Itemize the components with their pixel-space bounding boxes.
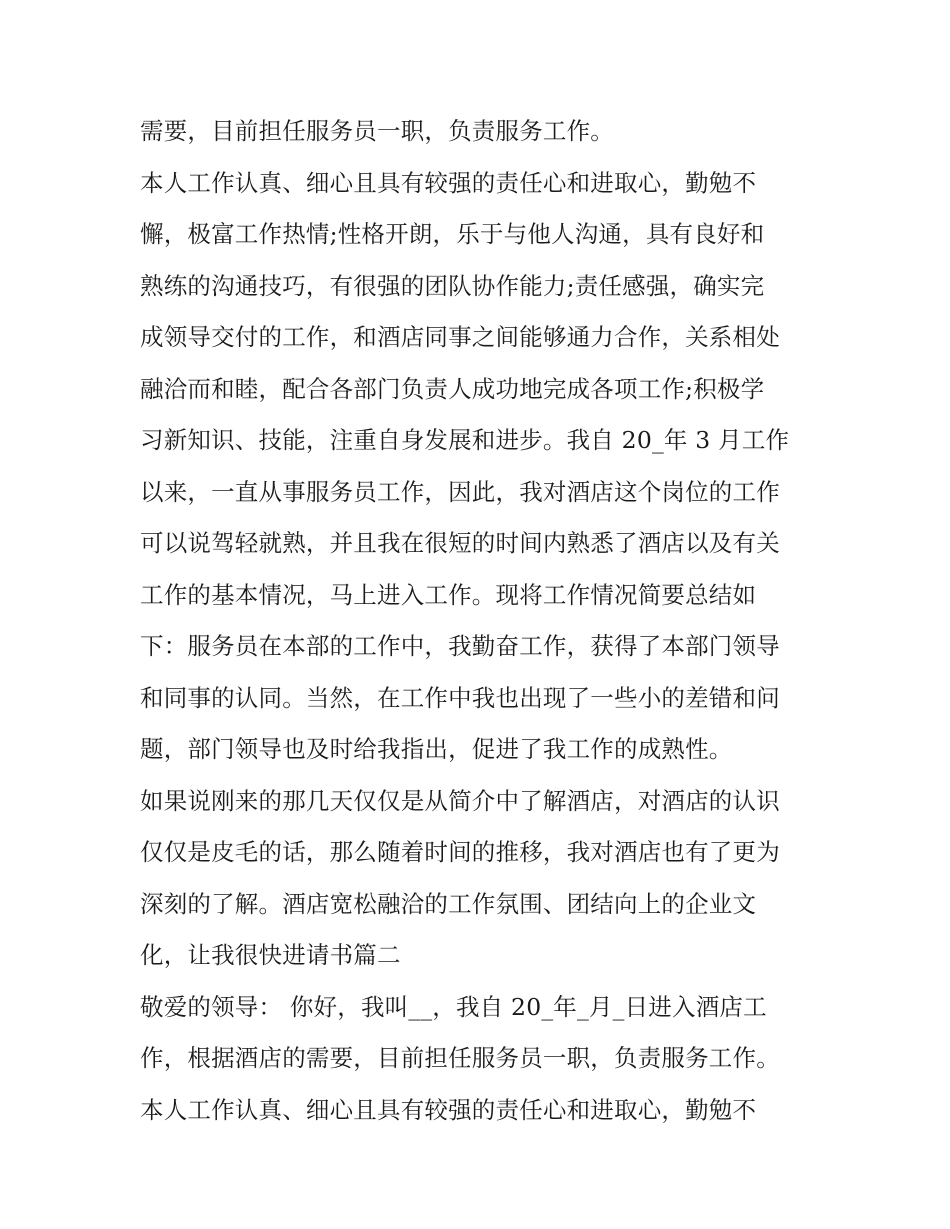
text-line: 下：服务员在本部的工作中，我勤奋工作，获得了本部门领导 xyxy=(140,632,780,660)
text-line: 需要，目前担任服务员一职，负责服务工作。 xyxy=(140,117,614,145)
text-line: 懈，极富工作热情;性格开朗，乐于与他人沟通，具有良好和 xyxy=(140,220,765,248)
text-line: 作，根据酒店的需要，目前担任服务员一职，负责服务工作。 xyxy=(140,1044,780,1072)
text-line: 化，让我很快进请书篇二 xyxy=(140,941,401,969)
text-line: 成领导交付的工作，和酒店同事之间能够通力合作，关系相处 xyxy=(140,323,780,351)
text-line: 以来，一直从事服务员工作，因此，我对酒店这个岗位的工作 xyxy=(140,477,780,506)
body-text xyxy=(140,106,830,1136)
text-line: 熟练的沟通技巧，有很强的团队协作能力;责任感强，确实完 xyxy=(140,271,765,300)
text-line: 和同事的认同。当然，在工作中我也出现了一些小的差错和问 xyxy=(140,683,780,712)
text-line: 工作的基本情况，马上进入工作。现将工作情况简要总结如 xyxy=(140,580,757,609)
text-line: 本人工作认真、细心且具有较强的责任心和进取心，勤勉不 xyxy=(140,1095,757,1124)
text-line: 如果说刚来的那几天仅仅是从简介中了解酒店，对酒店的认识 xyxy=(140,786,780,815)
text-line: 可以说驾轻就熟，并且我在很短的时间内熟悉了酒店以及有关 xyxy=(140,529,780,557)
text-line: 仅仅是皮毛的话，那么随着时间的推移，我对酒店也有了更为 xyxy=(140,838,780,866)
text-line: 本人工作认真、细心且具有较强的责任心和进取心，勤勉不 xyxy=(140,168,757,197)
text-line: 题，部门领导也及时给我指出，促进了我工作的成熟性。 xyxy=(140,735,733,763)
text-line: 习新知识、技能，注重自身发展和进步。我自 20_年 3 月工作 xyxy=(140,426,790,454)
text-line: 深刻的了解。酒店宽松融洽的工作氛围、团结向上的企业文 xyxy=(140,889,757,918)
text-line: 敬爱的领导： 你好，我叫__，我自 20_年_月_日进入酒店工 xyxy=(140,992,767,1021)
text-line: 融洽而和睦，配合各部门负责人成功地完成各项工作;积极学 xyxy=(140,374,765,403)
